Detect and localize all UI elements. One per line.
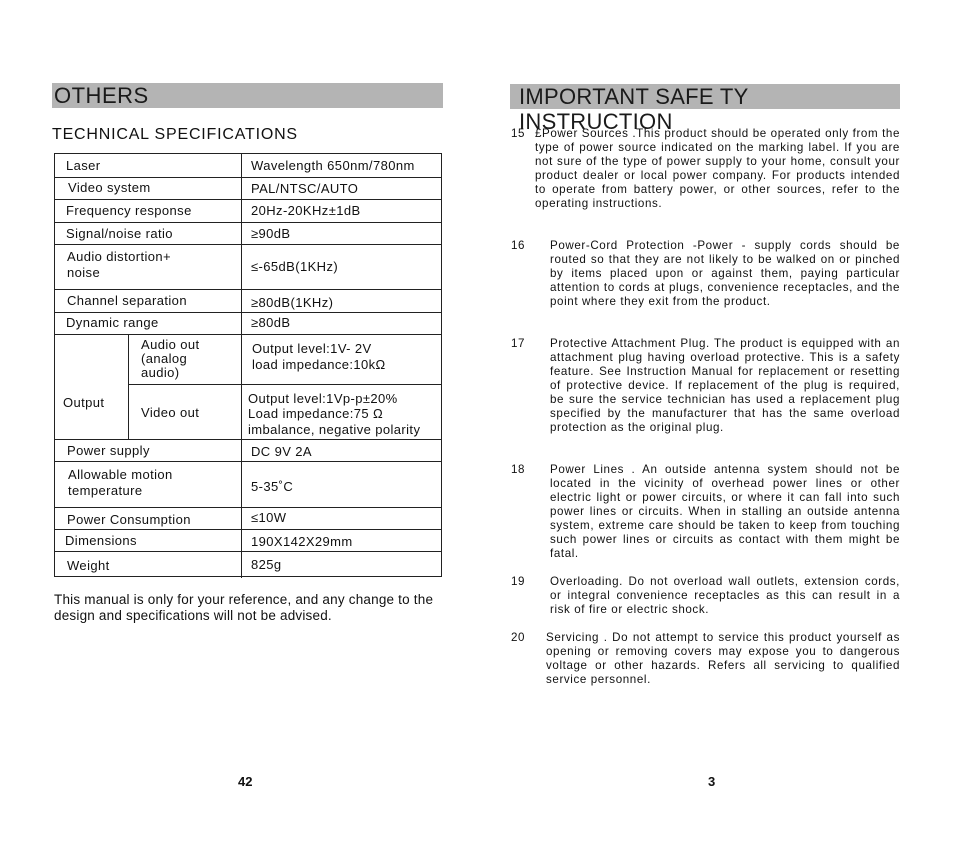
safety-header-title: IMPORTANT SAFE TY INSTRUCTION xyxy=(519,84,749,134)
item-text: Overloading. Do not overload wall outlets, extension cords, or integral convenience receptacles as this can result in a risk of fire or electric shock. xyxy=(550,575,900,616)
video-out-value-line1: Output level:1Vp-p±20% xyxy=(248,391,398,406)
laser-value: Wavelength 650nm/780nm xyxy=(251,158,415,173)
dynamic-range-label: Dynamic range xyxy=(66,315,159,330)
item-number: 16 xyxy=(511,239,526,252)
page-number-left: 42 xyxy=(238,774,253,789)
audio-out-label-line1: Audio out xyxy=(141,337,200,352)
audio-distortion-label-line2: noise xyxy=(67,265,101,280)
power-consumption-label: Power Consumption xyxy=(67,512,191,527)
item-text: £Power Sources .This product should be operated only from the type of power source indicated on the marking label. If you are not sure of the type of power supply to your home, consult your product dealer or local power company. For products intended to operate from battery power, or other sources, refer to the operating instructions. xyxy=(535,127,900,210)
video-system-label: Video system xyxy=(68,180,151,195)
frequency-response-value: 20Hz-20KHz±1dB xyxy=(251,203,361,218)
item-text: Protective Attachment Plug. The product is equipped with an attachment plug having overload protective. This is a safety feature. See Instruction Manual for replacement or resetting of protective device. If replacement of the plug is required, be sure the service technician has used a replacement plug specified by the manufacturer that has the same overload protection as the original plug. xyxy=(550,337,900,434)
audio-out-label-line2: (analog xyxy=(141,351,188,366)
page-number-right: 3 xyxy=(708,774,716,789)
channel-separation-value: ≥80dB(1KHz) xyxy=(251,295,334,310)
dimensions-label: Dimensions xyxy=(65,533,137,548)
weight-label: Weight xyxy=(67,558,110,573)
audio-distortion-value: ≤-65dB(1KHz) xyxy=(251,259,339,274)
frequency-response-label: Frequency response xyxy=(66,203,192,218)
motion-temperature-label-line2: temperature xyxy=(68,483,143,498)
motion-temperature-value: 5-35˚C xyxy=(251,479,294,494)
reference-footnote: This manual is only for your reference, and any change to the design and specifications will not be advised. xyxy=(54,592,434,623)
others-header-bar xyxy=(52,83,443,108)
item-number: 19 xyxy=(511,575,526,588)
item-number: 20 xyxy=(511,631,526,644)
video-out-value-line2: Load impedance:75 Ω xyxy=(248,406,384,421)
power-supply-label: Power supply xyxy=(67,443,150,458)
technical-specifications-title: TECHNICAL SPECIFICATIONS xyxy=(52,126,298,143)
audio-out-value-line2: load impedance:10kΩ xyxy=(252,357,386,372)
item-text: Servicing . Do not attempt to service this product yourself as opening or removing covers may expose you to dangerous voltage or other hazards. Refers all servicing to qualified service personnel. xyxy=(546,631,900,686)
video-system-value: PAL/NTSC/AUTO xyxy=(251,181,359,196)
laser-label: Laser xyxy=(66,158,101,173)
item-number: 18 xyxy=(511,463,526,476)
video-out-value-line3: imbalance, negative polarity xyxy=(248,422,421,437)
power-consumption-value: ≤10W xyxy=(251,510,287,525)
others-header-title: OTHERS xyxy=(54,83,149,108)
video-out-label: Video out xyxy=(141,405,200,420)
signal-noise-value: ≥90dB xyxy=(251,226,291,241)
audio-out-value-line1: Output level:1V- 2V xyxy=(252,341,372,356)
weight-value: 825g xyxy=(251,557,282,572)
specifications-table xyxy=(54,153,442,577)
item-text: Power Lines . An outside antenna system should not be located in the vicinity of overhead power lines or other electric light or power circuits, or where it can fall into such power lines or circuits. When in stalling an outside antenna system, extreme care should be taken to keep from touching such power lines or circuits as contact with them might be fatal. xyxy=(550,463,900,560)
power-supply-value: DC 9V 2A xyxy=(251,444,313,459)
audio-out-label-line3: audio) xyxy=(141,365,180,380)
dynamic-range-value: ≥80dB xyxy=(251,315,291,330)
item-number: 17 xyxy=(511,337,526,350)
audio-distortion-label-line1: Audio distortion+ xyxy=(67,249,172,264)
signal-noise-label: Signal/noise ratio xyxy=(66,226,173,241)
item-number: 15 xyxy=(511,127,526,140)
dimensions-value: 190X142X29mm xyxy=(251,534,353,549)
output-label: Output xyxy=(63,395,105,410)
channel-separation-label: Channel separation xyxy=(67,293,187,308)
motion-temperature-label-line1: Allowable motion xyxy=(68,467,173,482)
item-text: Power-Cord Protection -Power - supply cords should be routed so that they are not likely to be walked on or pinched by items placed upon or against them, paying particular attention to cords at plugs, convenience receptacles, and the point where they exit from the product. xyxy=(550,239,900,308)
